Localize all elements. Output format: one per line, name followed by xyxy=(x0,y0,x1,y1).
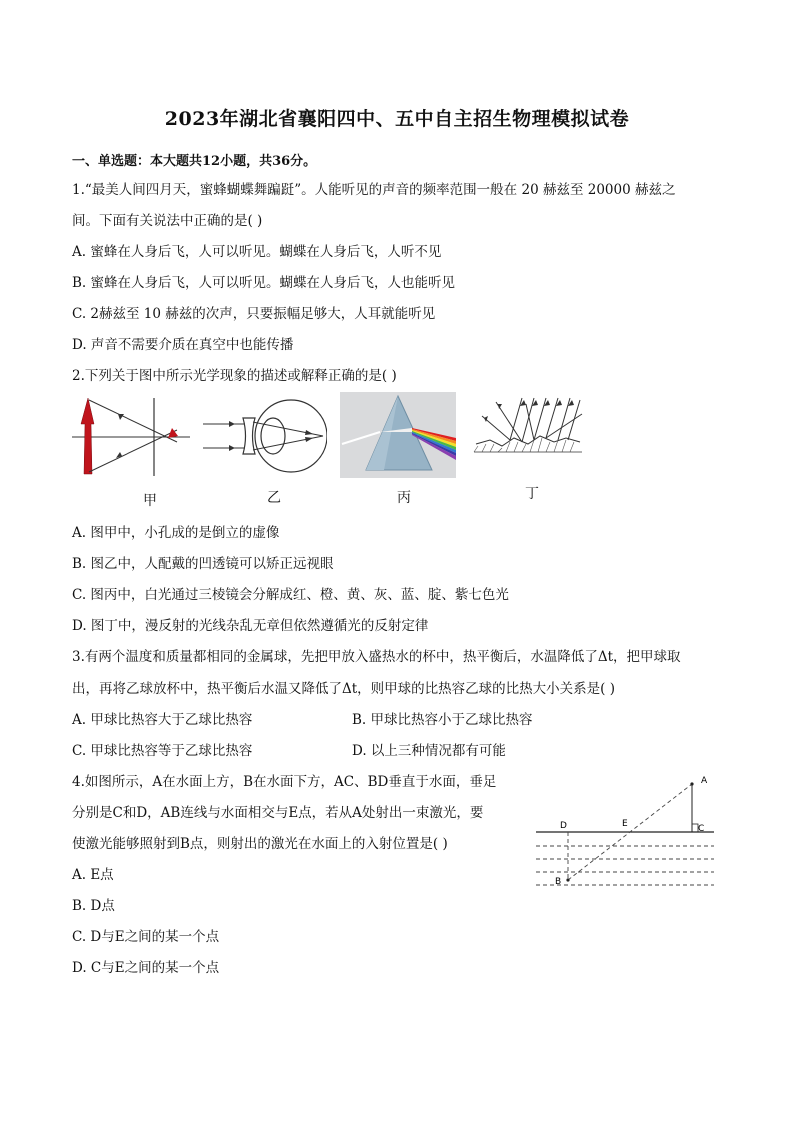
point-label-b: B xyxy=(555,877,562,887)
figure-caption-ding: 丁 xyxy=(525,486,539,502)
figure-prism-dispersion xyxy=(340,392,456,478)
section-heading: 一、单选题：本大题共12小题，共36分。 xyxy=(72,154,317,169)
figure-eye-lens xyxy=(203,396,327,476)
q3-option-c: C. 甲球比热容等于乙球比热容 xyxy=(72,743,253,759)
q2-stem: 2.下列关于图中所示光学现象的描述或解释正确的是( ) xyxy=(72,368,397,384)
q1-option-a: A. 蜜蜂在人身后飞，人可以听见。蝴蝶在人身后飞，人听不见 xyxy=(72,244,442,260)
q2-option-a: A. 图甲中，小孔成的是倒立的虚像 xyxy=(72,525,280,541)
q2-option-d: D. 图丁中，漫反射的光线杂乱无章但依然遵循光的反射定律 xyxy=(72,618,429,634)
figure-diffuse-reflection xyxy=(470,396,586,478)
q4-option-d: D. C与E之间的某一个点 xyxy=(72,960,220,976)
q1-option-d: D. 声音不需要介质在真空中也能传播 xyxy=(72,337,294,353)
q1-option-c: C. 2赫兹至 10 赫兹的次声，只要振幅足够大，人耳就能听见 xyxy=(72,306,436,322)
q3-option-d: D. 以上三种情况都有可能 xyxy=(352,743,506,759)
figure-water-laser xyxy=(528,768,724,894)
q1-stem-line1: 1.“最美人间四月天，蜜蜂蝴蝶舞蹁跹”。人能听见的声音的频率范围一般在 20 赫兹至 20000 赫兹之 xyxy=(72,182,676,198)
figure-caption-yi: 乙 xyxy=(267,490,281,506)
point-label-e: E xyxy=(622,819,628,829)
point-label-c: C xyxy=(698,824,705,834)
q4-stem-line3: 使激光能够照射到B点，则射出的激光在水面上的入射位置是( ) xyxy=(72,836,448,852)
q2-option-c: C. 图丙中，白光通过三棱镜会分解成红、橙、黄、灰、蓝、腚、紫七色光 xyxy=(72,587,509,603)
q3-option-b: B. 甲球比热容小于乙球比热容 xyxy=(352,712,533,728)
point-label-a: A xyxy=(701,776,708,786)
q3-stem-line2: 出，再将乙球放杯中，热平衡后水温又降低了Δt，则甲球的比热容乙球的比热大小关系是( ) xyxy=(72,681,615,697)
q4-option-a: A. E点 xyxy=(72,867,114,883)
figure-caption-bing: 丙 xyxy=(397,490,411,506)
q2-option-b: B. 图乙中，人配戴的凹透镜可以矫正远视眼 xyxy=(72,556,334,572)
q4-option-c: C. D与E之间的某一个点 xyxy=(72,929,220,945)
figure-caption-jia: 甲 xyxy=(143,493,157,509)
point-label-d: D xyxy=(560,821,567,831)
q1-option-b: B. 蜜蜂在人身后飞，人可以听见。蝴蝶在人身后飞，人也能听见 xyxy=(72,275,456,291)
q4-stem-line1: 4.如图所示，A在水面上方，B在水面下方，AC、BD垂直于水面，垂足 xyxy=(72,774,497,790)
q3-stem-line1: 3.有两个温度和质量都相同的金属球，先把甲放入盛热水的杯中，热平衡后，水温降低了Δt，把甲球取 xyxy=(72,649,681,665)
q1-stem-line2: 间。下面有关说法中正确的是( ) xyxy=(72,213,263,229)
q4-stem-line2: 分别是C和D，AB连线与水面相交与E点，若从A处射出一束激光，要 xyxy=(72,805,484,821)
figure-pinhole-camera xyxy=(72,394,192,479)
exam-title: 2023年湖北省襄阳四中、五中自主招生物理模拟试卷 xyxy=(164,108,630,130)
q3-option-a: A. 甲球比热容大于乙球比热容 xyxy=(72,712,253,728)
q4-option-b: B. D点 xyxy=(72,898,115,914)
